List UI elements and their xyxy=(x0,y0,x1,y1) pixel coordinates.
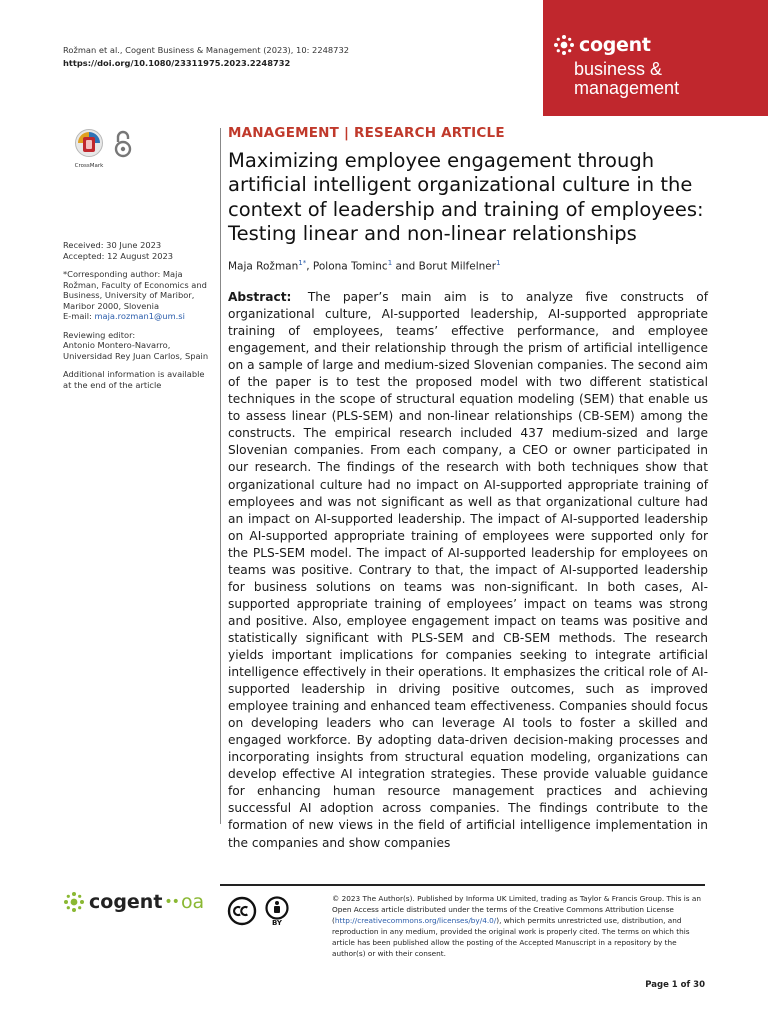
author-affiliation[interactable]: 1* xyxy=(298,259,307,267)
article-category: MANAGEMENT | RESEARCH ARTICLE xyxy=(228,125,505,141)
cogent-oa-logo xyxy=(63,891,204,913)
author-name: Borut Milfelner xyxy=(418,260,497,273)
license-text: ), which permits unrestricted use, distribution, and reproduction in any medium, provided the original work is properly cited. The terms on which this article has been published allow the posting of the Accepted Manuscript in a repository by the author(s) or with their consent. xyxy=(332,916,690,958)
license-link[interactable]: http://creativecommons.org/licenses/by/4.0/ xyxy=(334,916,497,925)
article-title: Maximizing employee engagement through artificial intelligent organizational culture in the context of leadership and training of employees: Testing linear and non-linear relationships xyxy=(228,149,704,245)
corresponding-author: *Corresponding author: Maja Rožman, Faculty of Economics and Business, University of Maribor, Maribor 2000, Slovenia xyxy=(63,269,207,311)
author-affiliation[interactable]: 1 xyxy=(496,259,501,267)
crossmark-icon xyxy=(74,128,104,158)
email-link[interactable]: maja.rozman1@um.si xyxy=(94,311,185,321)
oa-word-oa: oa xyxy=(180,891,205,913)
email-label: E-mail: xyxy=(63,311,92,321)
oa-word-cogent: cogent xyxy=(89,891,163,913)
doi-link[interactable]: https://doi.org/10.1080/23311975.2023.2248732 xyxy=(63,57,291,68)
brand-word: cogent xyxy=(579,34,651,56)
oa-dots: •• xyxy=(164,894,179,910)
reviewing-editor-label: Reviewing editor: xyxy=(63,329,136,340)
brand-subtitle xyxy=(574,60,679,98)
author-list: Maja Rožman$^{1*}$, Polona Tominc$^1$ and Borut Milfelner$^1$ xyxy=(228,259,501,273)
open-access-icon xyxy=(114,130,132,158)
column-divider xyxy=(220,128,221,824)
abstract-text: The paper’s main aim is to analyze five constructs of organizational culture, AI-supported leadership, AI-supported appropriate training of employees, teams’ effective performance, and employee engagement, and their relationship through the prism of artificial intelligence on a sample of large and medium-sized Slovenian companies. The second aim of the paper is to test the proposed model with two different statistical techniques in the scope of structural equation modeling (SEM) that enable us to assess linear (PLS-SEM) and non-linear relationships (CB-SEM) among the constructs. The empirical research included 437 medium-sized and large Slovenian companies. From each company, a CEO or owner participated in our research. The findings of the research with both techniques show that organizational culture had no impact on AI-supported appropriate training of employees and was not significant as well as that organizational culture had an impact on AI-supported leadership. The impact of AI-supported leadership on AI-supported appropriate training of employees were supported only for the PLS-SEM model. The impact of AI-supported leadership for employees on teams was positive. Contrary to that, the impact of AI-supported leadership for business solutions on teams was non-significant. In both cases, AI-supported appropriate training of employees’ impact on teams was strong and positive. Also, employee engagement impact on teams was positive and statistically significant with PLS-SEM and CB-SEM methods. The research yields important implications for companies seeking to integrate artificial intelligence effectively in their operations. It emphasizes the critical role of AI-supported leadership in driving positive outcomes, such as improved employee training and enhanced team effectiveness. Companies should focus on developing leaders who can leverage AI tools to foster a skilled and engaged workforce. By adopting data-driven decision-making processes and incorporating insights from structural equation modeling, organizations can develop effective AI integration strategies. These provide valuable guidance for enhancing human resource management practices and achieving successful AI adoption across companies. The findings contribute to the formation of new views in the field of artificial intelligence implementation in the companies and show companies xyxy=(228,290,709,850)
article-badges xyxy=(70,128,132,169)
accepted-date: Accepted: 12 August 2023 xyxy=(63,250,174,261)
brand-subtitle-line2: management xyxy=(574,78,680,98)
license-notice xyxy=(332,893,705,959)
citation-header xyxy=(63,44,349,69)
footer-divider xyxy=(220,884,705,886)
abstract xyxy=(228,289,708,852)
creative-commons-badge[interactable] xyxy=(227,896,291,926)
journal-citation: Rožman et al., Cogent Business & Management (2023), 10: 2248732 xyxy=(63,45,349,55)
license-text: © 2023 The Author(s). Published by Informa UK Limited, trading as Taylor & Francis Group. This is an Open Access article distributed under the terms of the Creative Commons Attribution License ( xyxy=(332,894,701,925)
attribution-by-icon xyxy=(263,896,291,926)
journal-brand-block xyxy=(543,0,768,116)
cogent-oa-icon xyxy=(63,891,85,913)
abstract-label: Abstract: xyxy=(228,290,292,304)
author-name: Maja Rožman xyxy=(228,260,299,273)
cogent-logo-icon xyxy=(553,34,575,56)
by-label: BY xyxy=(271,919,283,926)
crossmark-label: CrossMark xyxy=(74,163,104,169)
page-number: Page 1 of 30 xyxy=(645,980,705,990)
received-date: Received: 30 June 2023 xyxy=(63,240,162,250)
reviewing-editor: Antonio Montero-Navarro, Universidad Rey Juan Carlos, Spain xyxy=(63,340,209,361)
author-affiliation[interactable]: 1 xyxy=(387,259,393,267)
email-line xyxy=(63,311,213,322)
creative-commons-icon xyxy=(227,896,257,926)
article-info-sidebar xyxy=(63,240,213,398)
open-access-badge xyxy=(114,130,132,162)
author-name: Polona Tominc xyxy=(312,260,388,273)
brand-subtitle-line1: business & xyxy=(574,59,663,79)
additional-info: Additional information is available at the end of the article xyxy=(63,369,205,390)
crossmark-badge[interactable] xyxy=(70,128,108,169)
